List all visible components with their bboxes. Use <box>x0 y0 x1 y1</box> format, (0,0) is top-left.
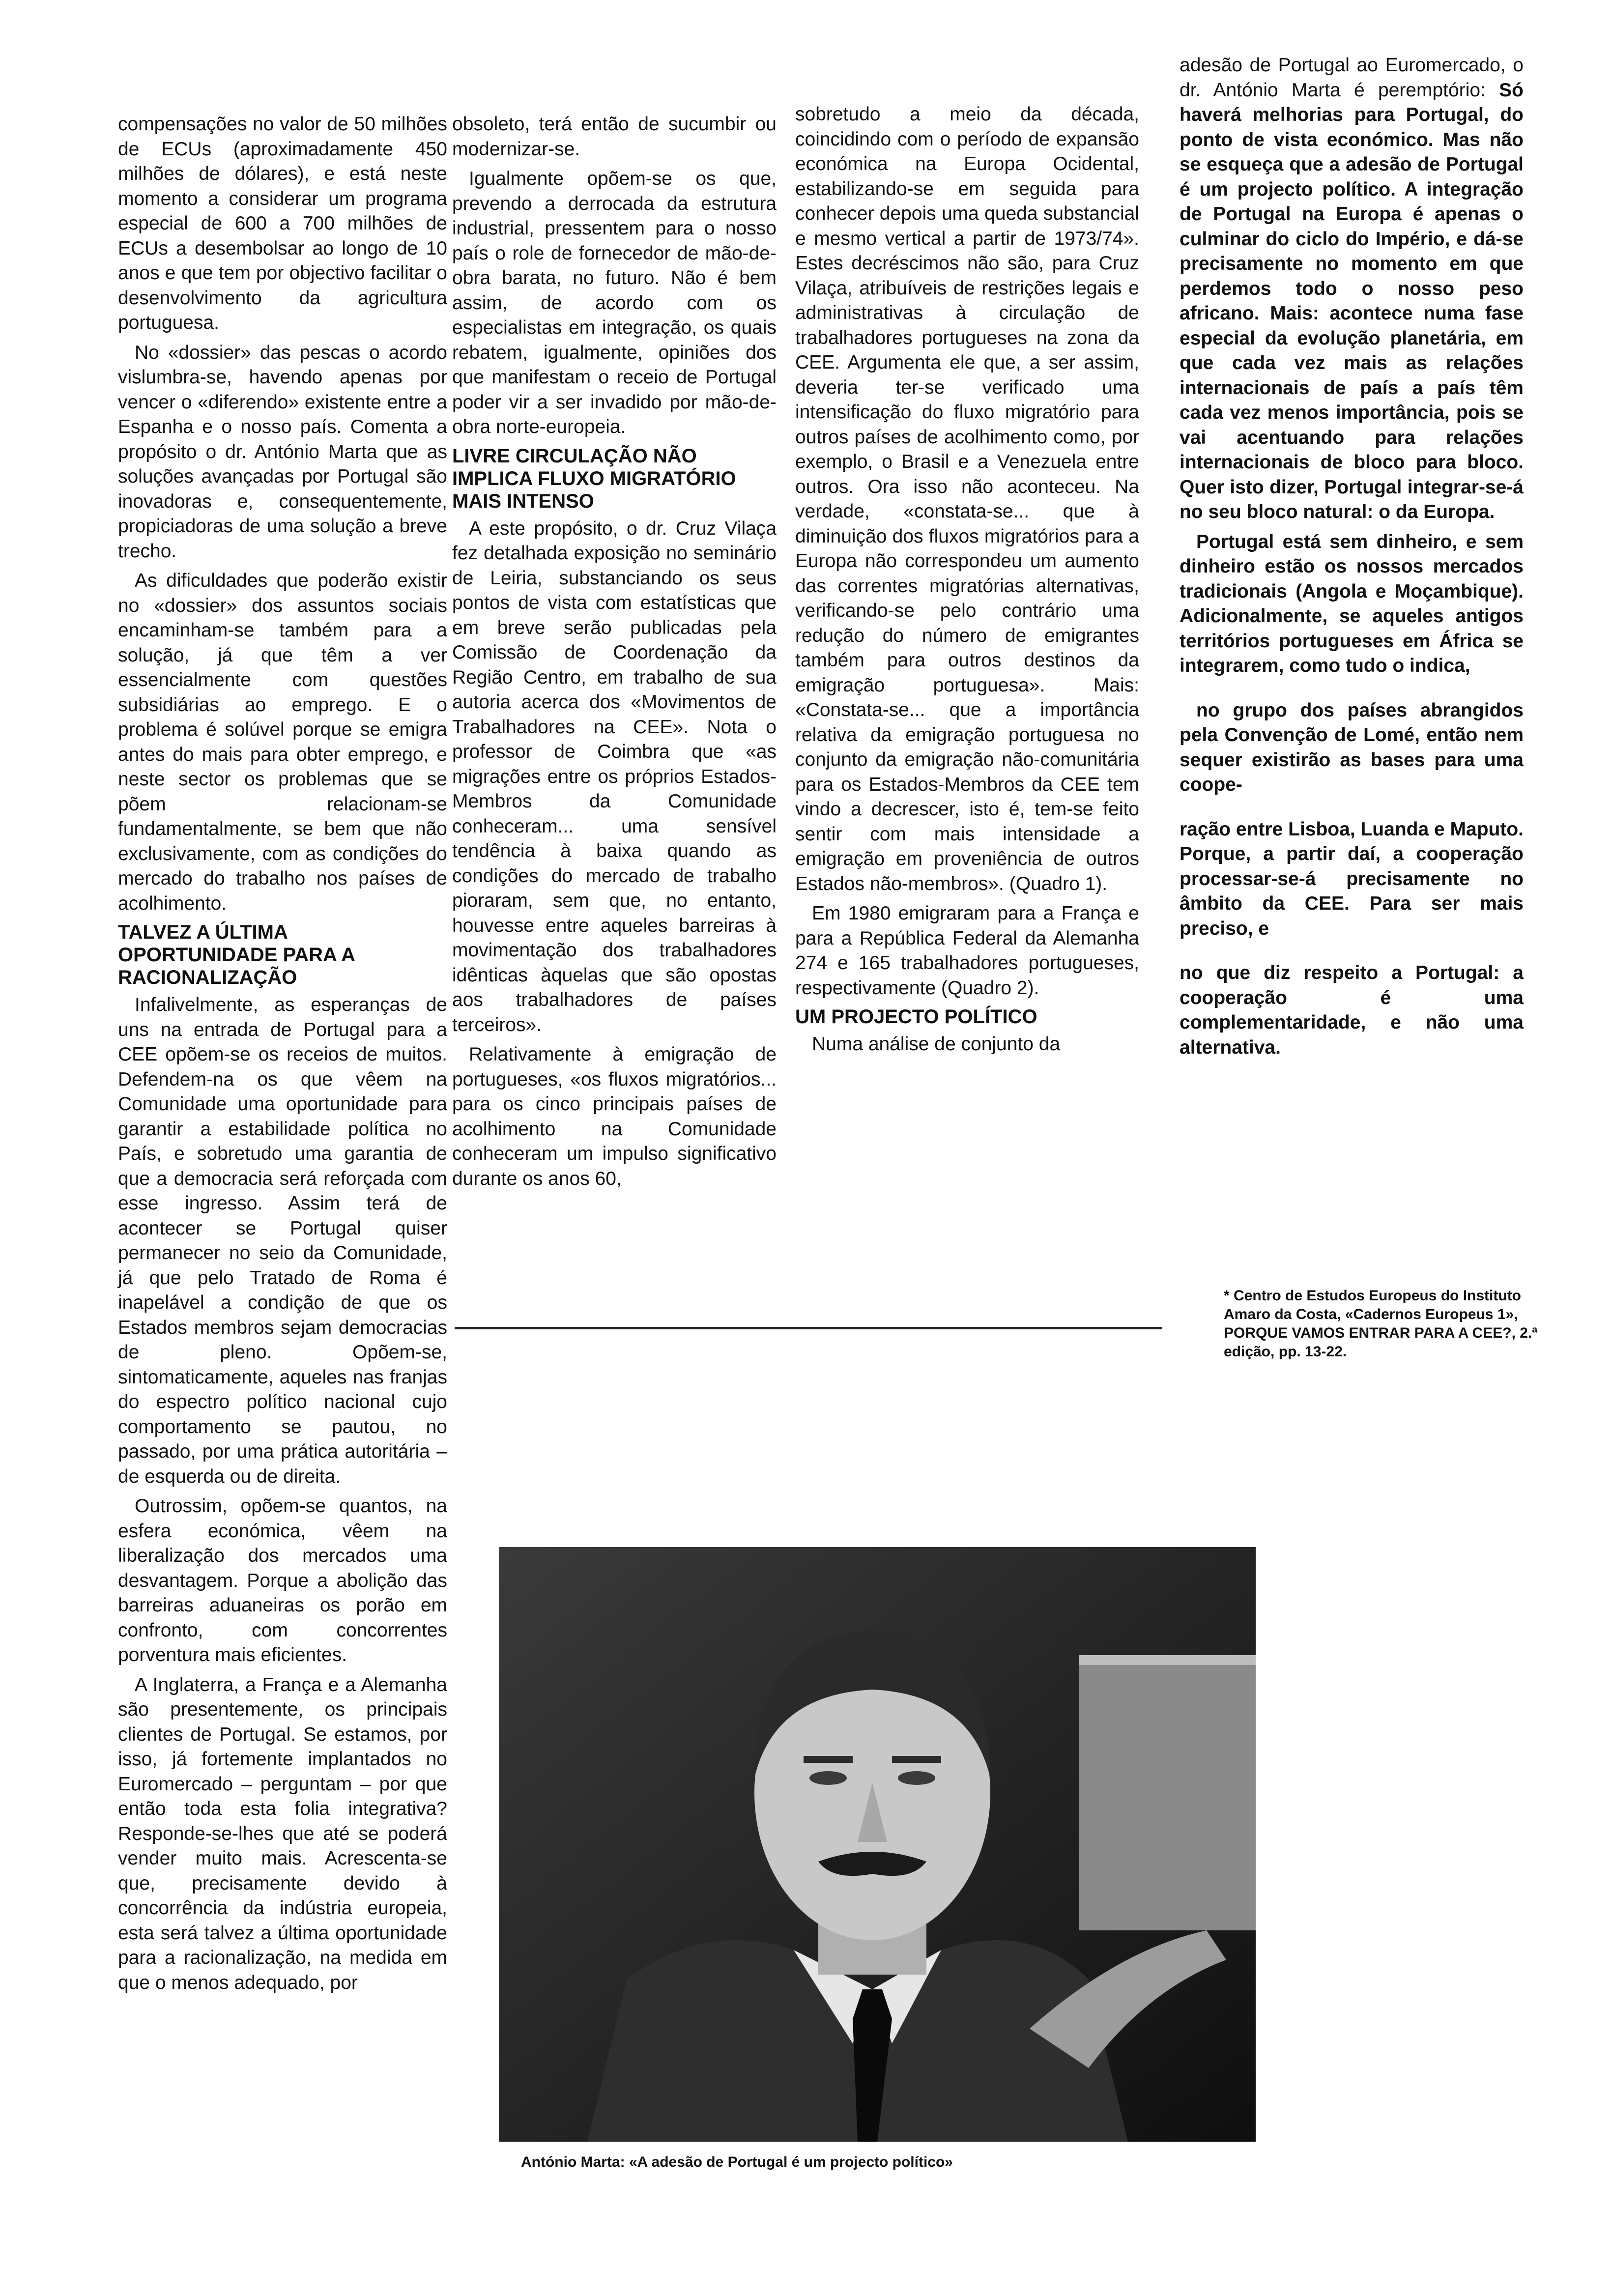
paragraph: compensações no valor de 50 milhões de ECUs (aproximadamente 450 milhões de dólares), e está neste momento a considerar um programa especial de 600 a 700 milhões de ECUs a desembolsar ao longo de 10 anos e que tem por objectivo facilitar o desenvolvimento da agricultura portuguesa. <box>118 114 447 333</box>
portrait-photo <box>499 1547 1256 2142</box>
quote-bold-text: Só haverá melhorias para Portugal, do ponto de vista económico. Mas não se esqueça que a adesão de Portugal é um projecto político. A integração de Portugal na Europa é apenas o culminar do ciclo do Império, e dá-se precisamente no momento em que perdemos todo o nosso peso africano. Mais: acontece numa fase especial da evolução planetária, em que cada vez mais as relações internacionais de país a país têm cada vez menos importância, pois se vai acentuando para relações internacionais de bloco para bloco. Quer isto dizer, Portugal integrar-se-á no seu bloco natural: o da Europa. <box>1180 79 1524 522</box>
article-column-1 <box>118 112 447 1995</box>
section-heading: LIVRE CIRCULAÇÃO NÃO IMPLICA FLUXO MIGRATÓRIO MAIS INTENSO <box>452 445 736 512</box>
paragraph: sobretudo a meio da década, coincidindo com o período de expansão económica na Europa Ocidental, estabilizando-se em seguida para conhecer depois uma queda substancial e mesmo vertical a partir de 1973/74». Estes decréscimos não são, para Cruz Vilaça, atribuíveis de restrições legais e administrativas à circulação de trabalhadores portugueses na zona da CEE. Argumenta ele que, a ser assim, deveria ter-se verificado uma intensificação do fluxo migratório para outros países de acolhimento como, por exemplo, o Brasil e a Venezuela entre outros. Ora isso não aconteceu. Na verdade, «constata-se... que à diminuição dos fluxos migratórios para a Europa não correspondeu um aumento das correntes migratórias alternativas, verificando-se pelo contrário uma redução do número de emigrantes também para outros destinos da emigração portuguesa». Mais: «Constata-se... que a importância relativa da emigração portuguesa no conjunto da emigração não-comunitária para os Estados-Membros da CEE tem vindo a decrescer, isto é, tem-se feito sentir com mais intensidade a emigração em proveniência de outros Estados não-membros». (Quadro 1). <box>795 104 1139 894</box>
paragraph: Infalivelmente, as esperanças de uns na entrada de Portugal para a CEE opõem-se os receios de muitos. Defendem-na os que vêem na Comunidade uma oportunidade para garantir a estabilidade política no País, e sobretudo uma garantia de que a democracia será reforçada com esse ingresso. Assim terá de acontecer se Portugal quiser permanecer no seio da Comunidade, já que pelo Tratado de Roma é inapelável a condição de que os Estados membros sejam democracias de pleno. Opõem-se, sintomaticamente, aqueles nas franjas do espectro político nacional cujo comportamento se pautou, no passado, por uma prática autoritária – de esquerda ou de direita. <box>118 994 447 1487</box>
paragraph: Numa análise de conjunto da <box>812 1033 1061 1055</box>
footnote: * Centro de Estudos Europeus do Instituto Amaro da Costa, «Cadernos Europeus 1», PORQUE VAMOS ENTRAR PARA A CEE?, 2.ª edição, pp. 13-22. <box>1224 1288 1538 1360</box>
paragraph: no que diz respeito a Portugal: a cooperação é uma complementaridade, e não uma alternativa. <box>1180 962 1524 1058</box>
paragraph: As dificuldades que poderão existir no «dossier» dos assuntos sociais encaminham-se também para a solução, já que têm a ver essencialmente com questões subsidiárias ao emprego. E o problema é solúvel porque se emigra antes do mais para obter emprego, e neste sector os problemas que se põem relacionam-se fundamentalmente, se bem que não exclusivamente, com as condições do mercado do trabalho nos países de acolhimento. <box>118 570 447 914</box>
article-column-2 <box>452 112 777 1191</box>
portrait-illustration <box>499 1547 1256 2142</box>
divider-rule <box>455 1327 1162 1329</box>
paragraph: A este propósito, o dr. Cruz Vilaça fez detalhada exposição no seminário de Leiria, substanciando os seus pontos de vista com estatísticas que em breve serão publicadas pela Comissão de Coordenação da Região Centro, em trabalho de sua autoria acerca dos «Movimentos de Trabalhadores na CEE». Nota o professor de Coimbra que «as migrações entre os próprios Estados-Membros da Comunidade conheceram... uma sensível tendência à baixa quando as condições do mercado de trabalho pioraram, sem que, no entanto, houvesse entre aqueles barreiras à movimentação dos trabalhadores idênticas àquelas que são opostas aos trabalhadores de países terceiros». <box>452 517 777 1035</box>
paragraph: No «dossier» das pescas o acordo vislumbra-se, havendo apenas por vencer o «diferendo» existente entre a Espanha e o nosso país. Comenta a propósito o dr. António Marta que as soluções avançadas por Portugal são inovadoras e, consequentemente, propiciadoras de uma solução a breve trecho. <box>118 342 447 562</box>
paragraph-plain-text: adesão de Portugal ao Euromercado, o dr. António Marta é peremptório: <box>1180 55 1524 101</box>
paragraph: obsoleto, terá então de sucumbir ou modernizar-se. <box>452 114 777 160</box>
article-column-3 <box>795 102 1139 1057</box>
paragraph: Igualmente opõem-se os que, prevendo a derrocada da estrutura industrial, pressentem para o nosso país o role de fornecedor de mão-de-obra barata, no futuro. Não é bem assim, de acordo com os especialistas em integração, os quais rebatem, igualmente, opiniões dos que manifestam o receio de Portugal poder vir a ser invadido por mão-de-obra norte-europeia. <box>452 168 777 437</box>
article-column-4 <box>1180 53 1524 1060</box>
paragraph: Em 1980 emigraram para a França e para a República Federal da Alemanha 274 e 165 trabalhadores portugueses, respectivamente (Quadro 2). <box>795 903 1139 999</box>
paragraph: no grupo dos países abrangidos pela Convenção de Lomé, então nem sequer existirão as bases para uma coope- <box>1180 699 1524 795</box>
paragraph <box>1180 53 1524 525</box>
photo-caption: António Marta: «A adesão de Portugal é um projecto político» <box>521 2154 953 2170</box>
paragraph: Relativamente à emigração de portugueses, «os fluxos migratórios... para os cinco principais países de acolhimento na Comunidade conheceram um impulso significativo durante os anos 60, <box>452 1044 777 1189</box>
paragraph: A Inglaterra, a França e a Alemanha são presentemente, os principais clientes de Portugal. Se estamos, por isso, já fortemente implantados no Euromercado – perguntam – por que então toda esta folia integrativa? Responde-se-lhes que até se poderá vender muito mais. Acrescenta-se que, precisamente devido à concorrência da indústria europeia, esta será talvez a última oportunidade para a racionalização, na medida em que o menos adequado, por <box>118 1674 447 1993</box>
paragraph: Outrossim, opõem-se quantos, na esfera económica, vêem na liberalização dos mercados uma desvantagem. Porque a abolição das barreiras aduaneiras os porão em confronto, com concorrentes porventura mais eficientes. <box>118 1495 447 1665</box>
paragraph: Portugal está sem dinheiro, e sem dinheiro estão os nossos mercados tradicionais (Angola e Moçambique). Adicionalmente, se aqueles antigos territórios portugueses em África se integrarem, como tudo o indica, <box>1180 531 1524 676</box>
section-heading: TALVEZ A ÚLTIMA OPORTUNIDADE PARA A RACIONALIZAÇÃO <box>118 921 355 988</box>
paragraph: ração entre Lisboa, Luanda e Maputo. Porque, a partir daí, a cooperação processar-se-á precisamente no âmbito da CEE. Para ser mais preciso, e <box>1180 818 1524 939</box>
section-heading: UM PROJECTO POLÍTICO <box>795 1006 1037 1028</box>
